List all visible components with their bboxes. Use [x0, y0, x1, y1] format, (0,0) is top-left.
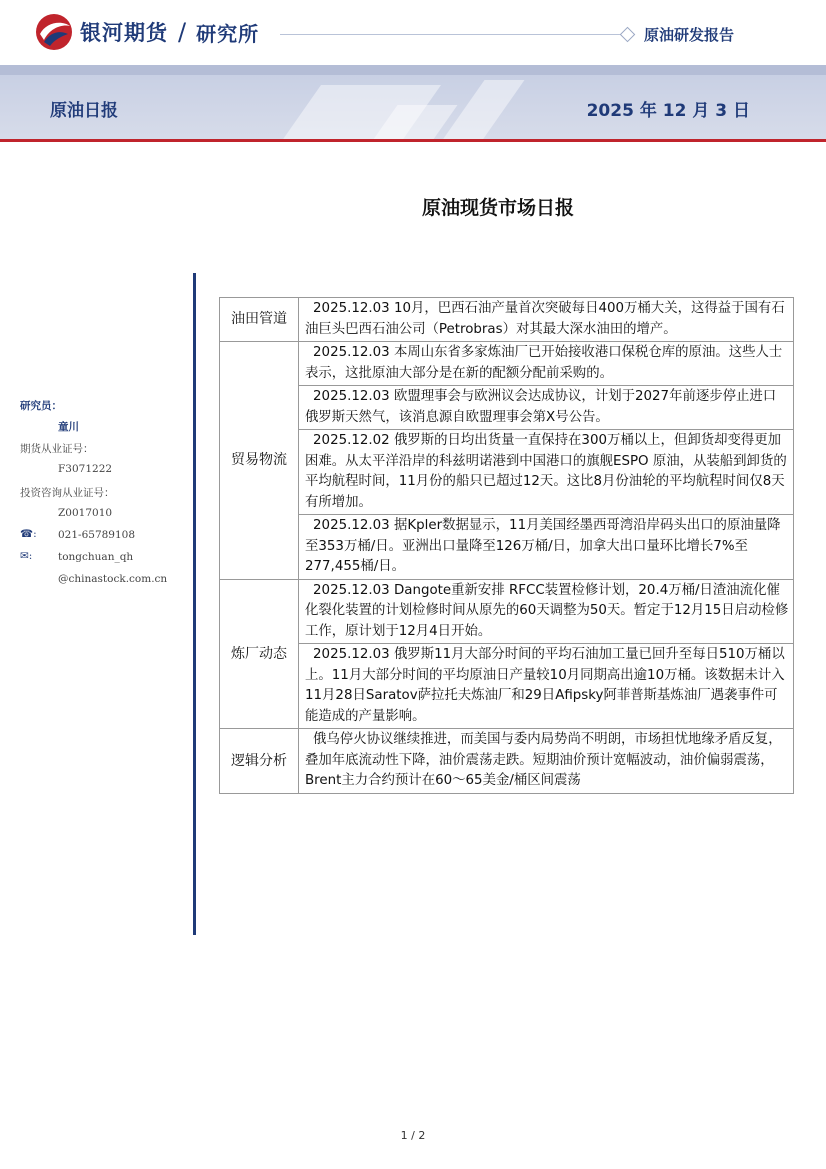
- category-analysis: 逻辑分析: [220, 729, 299, 794]
- phone-icon: ☎:: [20, 528, 37, 540]
- table-row: [220, 386, 794, 430]
- header-diamond: [620, 27, 636, 43]
- report-date: 2025 年 12 月 3 日: [586, 101, 750, 121]
- email-line-1: tongchuan_qh: [58, 551, 134, 563]
- category-trade: 贸易物流: [220, 342, 299, 580]
- news-item: 2025.12.02 俄罗斯的日均出货量一直保持在300万桶以上，但卸货却变得更加困难。从太平洋沿岸的科兹明诺港到中国港口的旗舰ESPO 原油，从装船到卸货的平均航程时间，11月份的船只已超过12天。这比8月份油轮的平均航程时间仅8天有所增加。: [299, 430, 794, 515]
- news-item: 2025.12.03 本周山东省多家炼油厂已开始接收港口保税仓库的原油。这些人士表示，这批原油大部分是在新的配额分配前采购的。: [299, 342, 794, 386]
- logo-divider: /: [178, 18, 187, 46]
- news-table: [219, 297, 794, 794]
- header-rule: [280, 34, 620, 35]
- email-icon: ✉:: [20, 550, 33, 562]
- table-row: [220, 579, 794, 644]
- table-row: [220, 515, 794, 580]
- band-bottom-rule: [0, 139, 826, 142]
- department-name: 研究所: [196, 21, 260, 46]
- phone-number: 021-65789108: [58, 529, 136, 541]
- news-item: 2025.12.03 欧盟理事会与欧洲议会达成协议，计划于2027年前逐步停止进口俄罗斯天然气，该消息源自欧盟理事会第X号公告。: [299, 386, 794, 430]
- advisory-cert-number: Z0017010: [58, 507, 113, 519]
- table-row: [220, 298, 794, 342]
- page-number: 1 / 2: [400, 1129, 426, 1142]
- advisory-cert-label: 投资咨询从业证号：: [20, 487, 115, 499]
- table-row: [220, 644, 794, 729]
- news-item: 俄乌停火协议继续推进，而美国与委内局势尚不明朗，市场担忧地缘矛盾反复，叠加年底流动性下降，油价震荡走跌。短期油价预计宽幅波动，油价偏弱震荡，Brent主力合约预计在60～65美金/桶区间震荡: [299, 729, 794, 794]
- news-item: 2025.12.03 据Kpler数据显示，11月美国经墨西哥湾沿岸码头出口的原油量降至353万桶/日。亚洲出口量降至126万桶/日，加拿大出口量环比增长7%至277,455桶/日。: [299, 515, 794, 580]
- table-row: [220, 430, 794, 515]
- galaxy-logo-icon: [34, 12, 74, 52]
- band-title: 原油日报: [50, 101, 118, 121]
- researcher-label: 研究员：: [20, 400, 62, 412]
- futures-cert-number: F3071222: [58, 463, 113, 475]
- news-item: 2025.12.03 Dangote重新安排 RFCC装置检修计划，20.4万桶/日渣油流化催化裂化装置的计划检修时间从原先的60天调整为50天。暂定于12月15日启动检修工作，原计划于12月4日开始。: [299, 579, 794, 644]
- researcher-name: 童川: [58, 421, 79, 433]
- category-oilfield: 油田管道: [220, 298, 299, 342]
- table-row: [220, 729, 794, 794]
- report-type: 原油研发报告: [644, 26, 735, 44]
- company-name: 银河期货: [80, 21, 168, 45]
- futures-cert-label: 期货从业证号：: [20, 443, 94, 455]
- document-title: 原油现货市场日报: [421, 197, 574, 219]
- table-row: [220, 342, 794, 386]
- news-item: 2025.12.03 10月，巴西石油产量首次突破每日400万桶大关，这得益于国有石油巨头巴西石油公司（Petrobras）对其最大深水油田的增产。: [299, 298, 794, 342]
- news-item: 2025.12.03 俄罗斯11月大部分时间的平均石油加工量已回升至每日510万桶以上。11月大部分时间的平均原油日产量较10月同期高出逾10万桶。该数据未计入11月28日Saratov萨拉托夫炼油厂和29日Afipsky阿菲普斯基炼油厂遇袭事件可能造成的产量影响。: [299, 644, 794, 729]
- category-refinery: 炼厂动态: [220, 579, 299, 729]
- band-stripe: [0, 65, 826, 75]
- email-line-2: @chinastock.com.cn: [58, 573, 168, 585]
- vertical-divider: [193, 273, 196, 935]
- company-logo: [34, 12, 259, 52]
